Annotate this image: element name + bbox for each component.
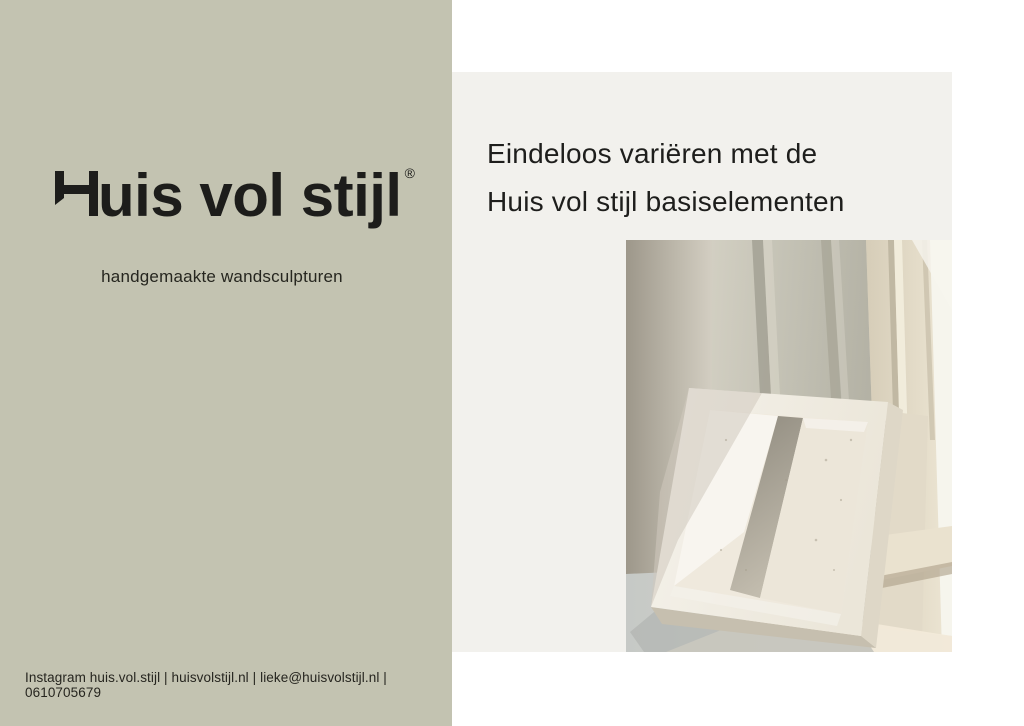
content-panel — [452, 72, 952, 652]
product-photo — [626, 240, 952, 652]
headline-line-1: Eindeloos variëren met de — [487, 138, 818, 169]
contact-info: Instagram huis.vol.stijl | huisvolstijl.nl | lieke@huisvolstijl.nl | 0610705679 — [25, 670, 387, 700]
tagline: handgemaakte wandsculpturen — [101, 267, 343, 286]
headline-line-2: Huis vol stijl basiselementen — [487, 186, 845, 217]
headline — [487, 130, 845, 226]
logo — [55, 162, 415, 229]
logo-h-mark — [55, 171, 98, 216]
logo-text: uis vol stijl — [98, 162, 402, 229]
registered-mark: ® — [404, 165, 415, 181]
brand-panel — [0, 0, 452, 726]
